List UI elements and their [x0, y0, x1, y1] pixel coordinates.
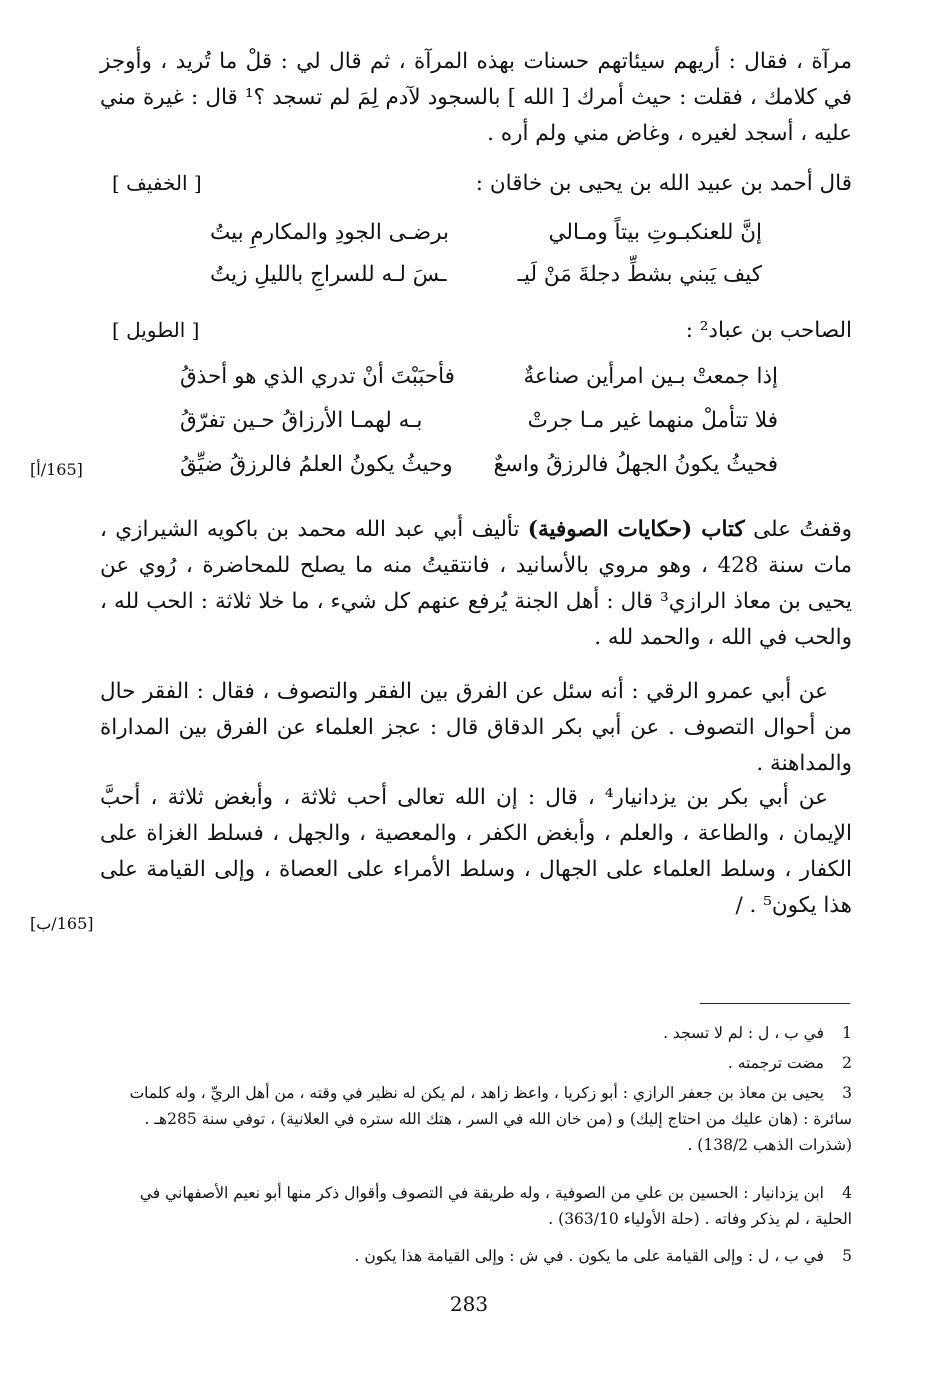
footnote-text: يحيى بن معاذ بن جعفر الرازي : أبو زكريا ، واعظ زاهد ، لم يكن له نظير في وقته ، من أهل الريِّ ، وله كلمات سائرة : (هان عليك من احتاج إليك) و (من خان الله في السر ، هتك الله ستره في العلانية) ، توفي سنة 285هـ . (شذرات الذهب 138/2) .	[129, 1084, 852, 1154]
poem2-verse3-first: فحيثُ يكونُ الجهلُ فالرزقُ واسعٌ	[493, 452, 778, 477]
paragraph-text: تأليف أبي عبد الله محمد بن باكويه الشيرازي ، مات سنة 428 ، وهو مروي بالأسانيد ، فانتقيتُ منه ما يصلح للمحاضرة ، رُوي عن يحيى بن معاذ الرازي³ قال : أهل الجنة يُرفع عنهم كل شيء ، ما خلا ثلاثة : الحب لله ، والحب في الله ، والحمد لله .	[100, 517, 852, 650]
paragraph-text: عن أبي عمرو الرقي : أنه سئل عن الفرق بين الفقر والتصوف ، فقال : الفقر حال من أحوال التصوف . عن أبي بكر الدقاق قال : عجز العلماء عن الفرق بين المداراة والمداهنة .	[100, 679, 852, 776]
poem1-verse2-second: ـسَ لـه للسراجِ بالليلِ زيتُ	[210, 262, 447, 287]
footnote-1	[108, 1020, 852, 1046]
poem2-verse1-second: فأحبَبْتَ أنْ تدري الذي هو أحذقُ	[180, 364, 455, 389]
poem2-verse2-second: بـه لهمـا الأرزاقُ حـين تفرّقُ	[180, 408, 423, 433]
paragraph-yazdanyar	[100, 780, 852, 924]
page-number: 283	[449, 1292, 489, 1316]
paragraph-hikayat	[100, 512, 852, 656]
poem2-intro: الصاحب بن عباد² :	[685, 318, 852, 343]
footnote-2	[108, 1050, 852, 1076]
paragraph-text: مرآة ، فقال : أريهم سيئاتهم حسنات بهذه المرآة ، ثم قال لي : قلْ ما تُريد ، وأوجز في كلامك ، فقلت : حيث أمرك [ الله ] بالسجود لآدم لِمَ لم تسجد ؟¹ قال : غيرة مني عليه ، أسجد لغيره ، وغاض مني ولم أره .	[100, 49, 852, 146]
footnote-number: 5	[842, 1247, 852, 1265]
poem2-verse3-second: وحيثُ يكونُ العلمُ فالرزقُ ضيِّقُ	[180, 452, 453, 477]
paragraph-raqqi	[100, 674, 852, 782]
poem1-verse1-first: إنَّ للعنكبـوتِ بيتاً ومـالي	[548, 220, 762, 245]
footnote-text: مضت ترجمته .	[727, 1054, 824, 1072]
paragraph-iblis	[100, 44, 852, 152]
poem1-verse1-second: برضـى الجودِ والمكارمِ بيتُ	[210, 220, 449, 245]
folio-marker-b: [165/ب]	[30, 914, 94, 933]
poem1-verse2-first: كيف يَبني بشطِّ دجلةَ مَنْ لَيـ	[517, 262, 762, 287]
footnote-number: 1	[842, 1024, 852, 1042]
book-title: كتاب (حكايات الصوفية)	[527, 517, 745, 542]
footnote-number: 3	[842, 1084, 852, 1102]
footnote-number: 2	[842, 1054, 852, 1072]
poem2-meter-label: [ الطويل ]	[112, 318, 200, 342]
paragraph-text: عن أبي بكر بن يزدانيار⁴ ، قال : إن الله تعالى أحب ثلاثة ، وأبغض ثلاثة ، أحبَّ الإيمان ، والطاعة ، والعلم ، وأبغض الكفر ، والمعصية ، والجهل ، فسلط الغزاة على الكفار ، وسلط العلماء على الجهال ، وسلط الأمراء على العصاة ، وإلى القيامة على هذا يكون⁵ . /	[100, 785, 852, 918]
poem2-verse1-first: إذا جمعتْ بـين امرأين صناعةٌ	[523, 364, 778, 389]
footnote-text: ابن يزدانيار : الحسين بن علي من الصوفية ، وله طريقة في التصوف وأقوال ذكر منها أبو نعيم الأصفهاني في الحلية ، لم يذكر وفاته . (حلة الأولياء 363/10) .	[139, 1184, 852, 1228]
footnote-separator	[700, 1003, 850, 1004]
footnote-text: في ب ، ل : وإلى القيامة على ما يكون . في ش : وإلى القيامة هذا يكون .	[354, 1247, 824, 1265]
footnote-4	[108, 1180, 852, 1232]
paragraph-lead: وقفتُ على	[744, 517, 852, 542]
folio-marker-a: [165/أ]	[30, 460, 83, 479]
footnote-3	[108, 1080, 852, 1158]
footnote-text: في ب ، ل : لم لا تسجد .	[663, 1024, 824, 1042]
poem1-intro: قال أحمد بن عبيد الله بن يحيى بن خاقان :	[475, 171, 852, 196]
poem1-meter-label: [ الخفيف ]	[112, 171, 202, 195]
poem2-verse2-first: فلا تتأملْ منهما غير مـا جرتْ	[527, 408, 778, 433]
footnote-5	[108, 1243, 852, 1269]
footnote-number: 4	[842, 1184, 852, 1202]
